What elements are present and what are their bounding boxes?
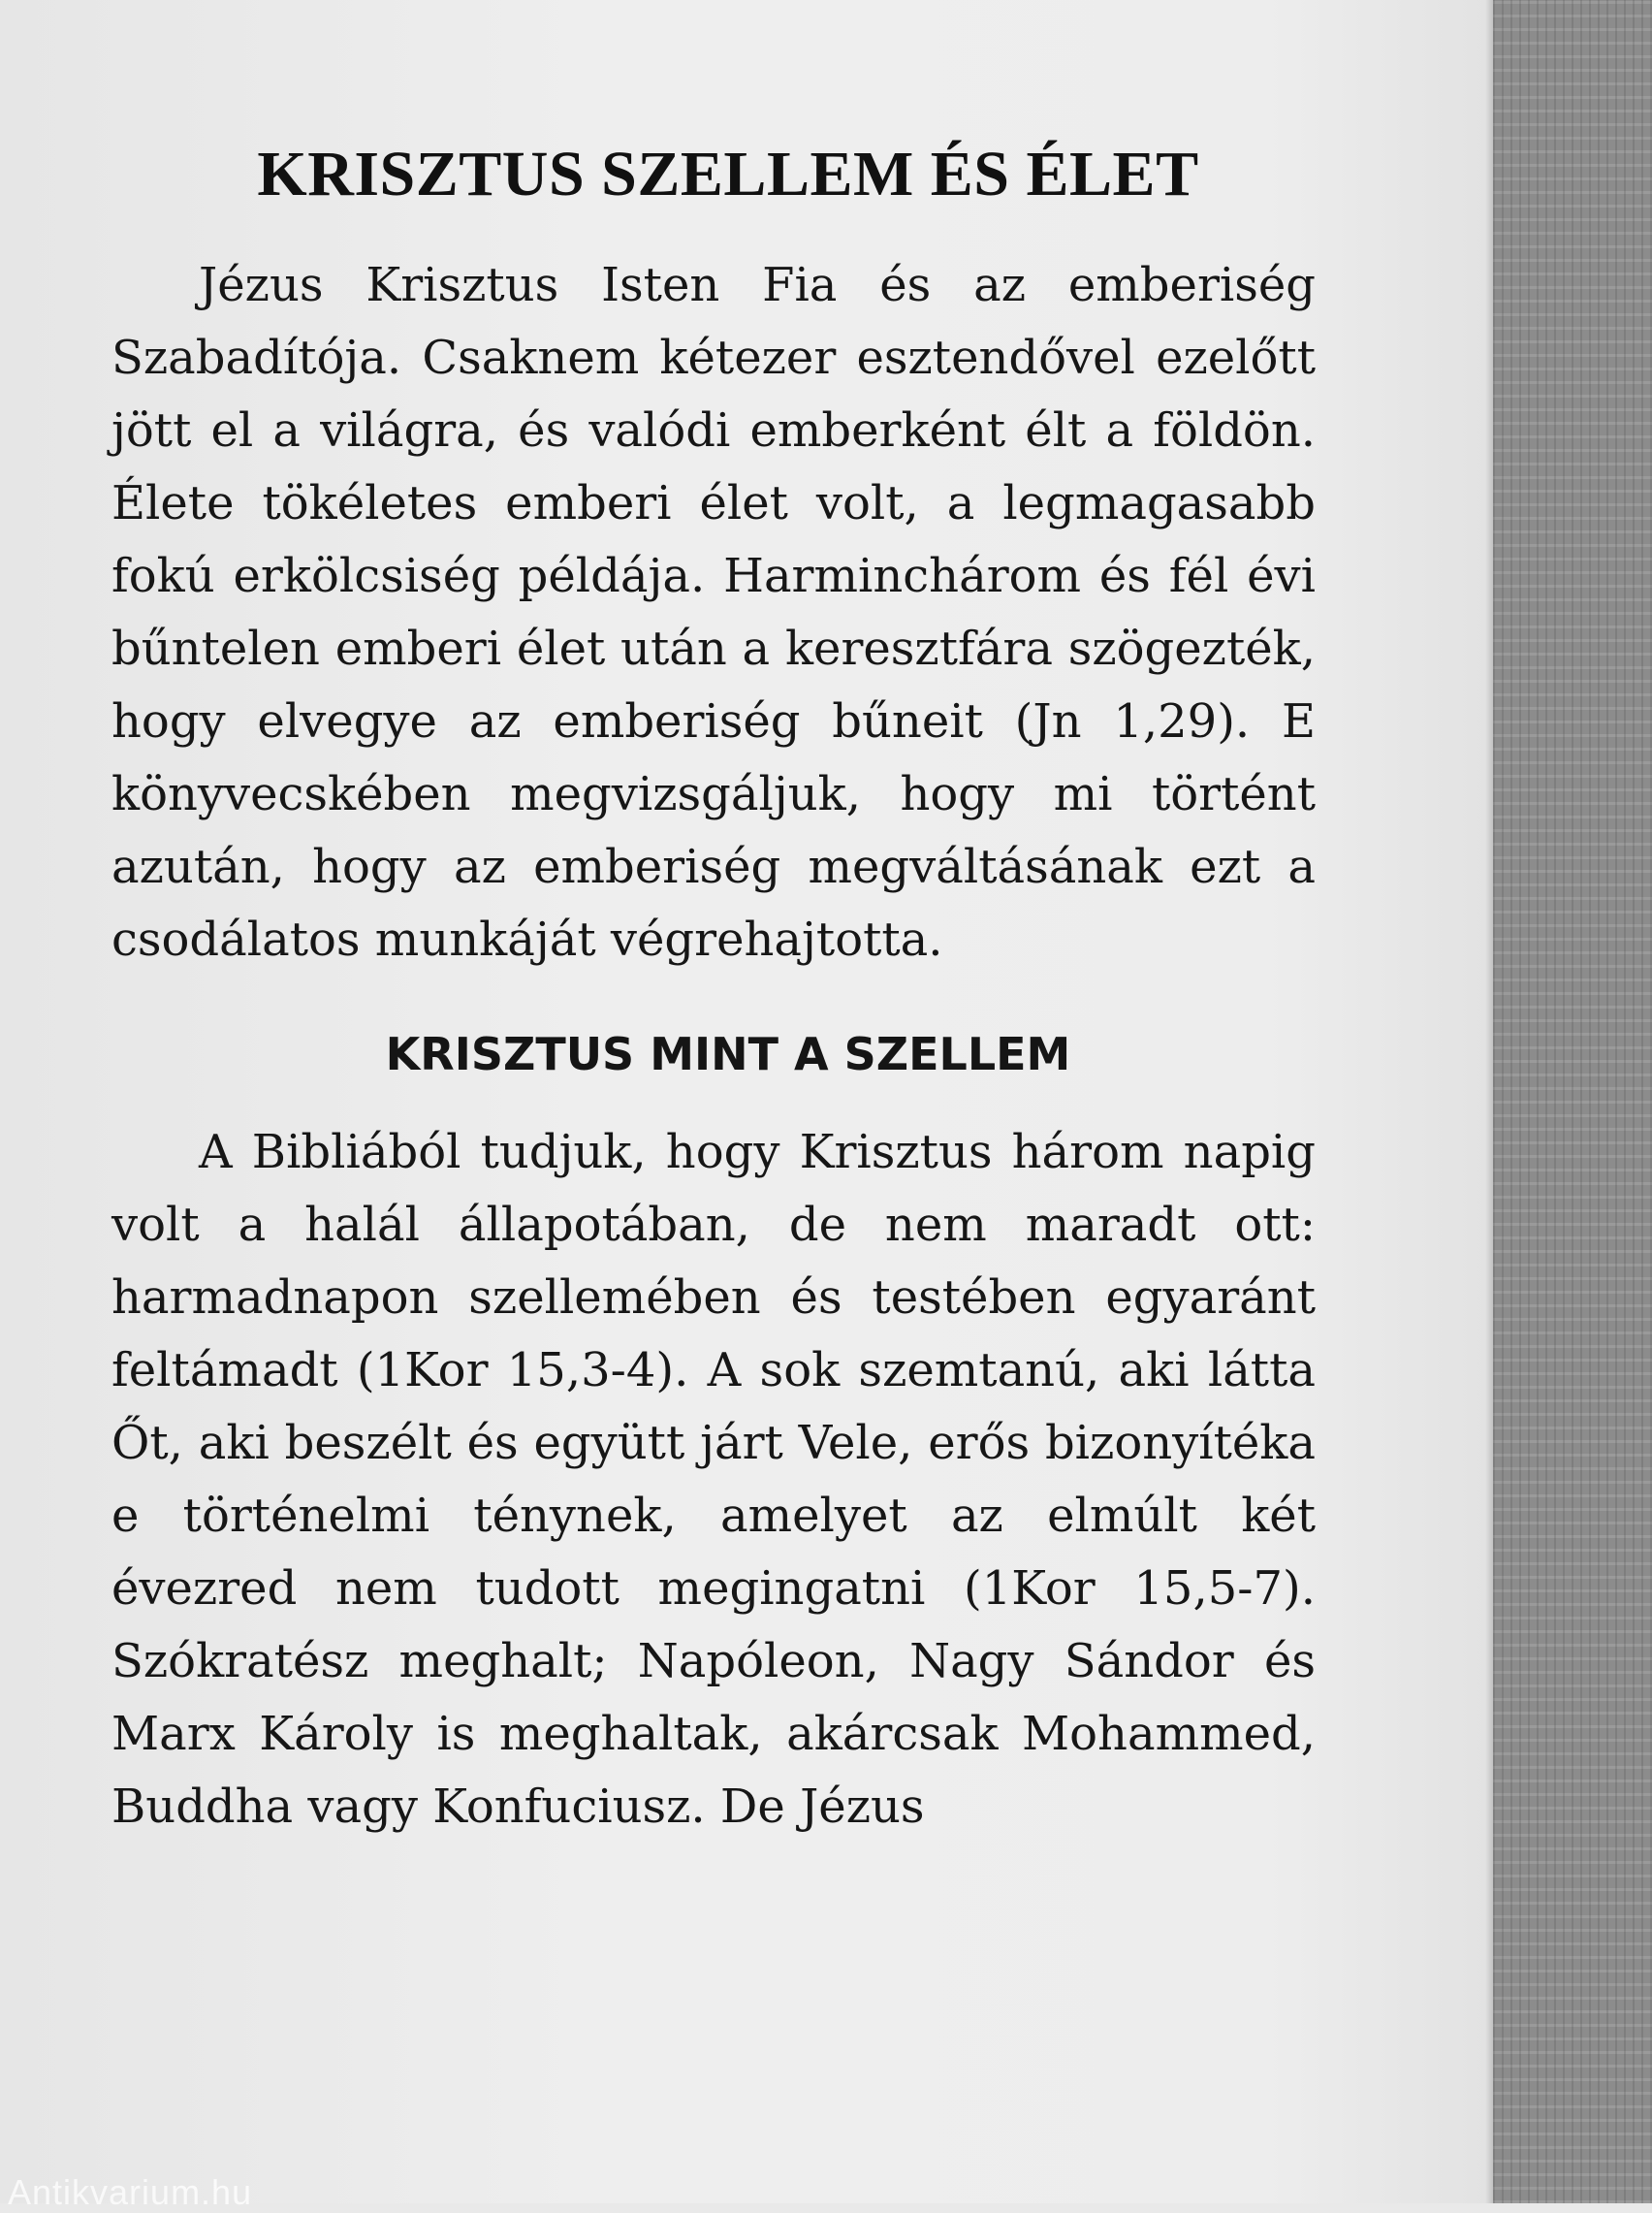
page-content xyxy=(111,136,1316,1844)
section-heading: KRISZTUS MINT A SZELLEM xyxy=(385,1028,1071,1081)
background-surface xyxy=(1493,0,1652,2203)
page-title: KRISZTUS SZELLEM ÉS ÉLET xyxy=(257,139,1199,209)
section-paragraph: A Bibliából tudjuk, hogy Krisztus három napig volt a halál állapotában, de nem maradt ott: harmadnapon szellemében és testében egyaránt feltámadt (1Kor 15,3-4). A sok szemtanú, aki látta Őt, aki beszélt és együtt járt Vele, erős bizonyítéka e történelmi ténynek, amelyet az elmúlt két évezred nem tudott megingatni (1Kor 15,5-7). Szókratész meghalt; Napóleon, Nagy Sándor és Marx Károly is meghaltak, akárcsak Mohammed, Buddha vagy Konfuciusz. De Jézus xyxy=(111,1124,1316,1834)
watermark: Antikvarium.hu xyxy=(8,2172,253,2212)
intro-paragraph: Jézus Krisztus Isten Fia és az emberiség Szabadítója. Csaknem kétezer esztendővel ezelőtt jött el a világra, és valódi emberként élt a földön. Élete tökéletes emberi élet volt, a legmagasabb fokú erkölcsiség példája. Harminchárom és fél évi bűntelen emberi élet után a keresztfára szögezték, hogy elvegye az emberiség bűneit (Jn 1,29). E könyvecskében megvizsgáljuk, hogy mi történt azután, hogy az emberiség megváltásának ezt a csodálatos munkáját végrehajtotta. xyxy=(111,258,1316,968)
